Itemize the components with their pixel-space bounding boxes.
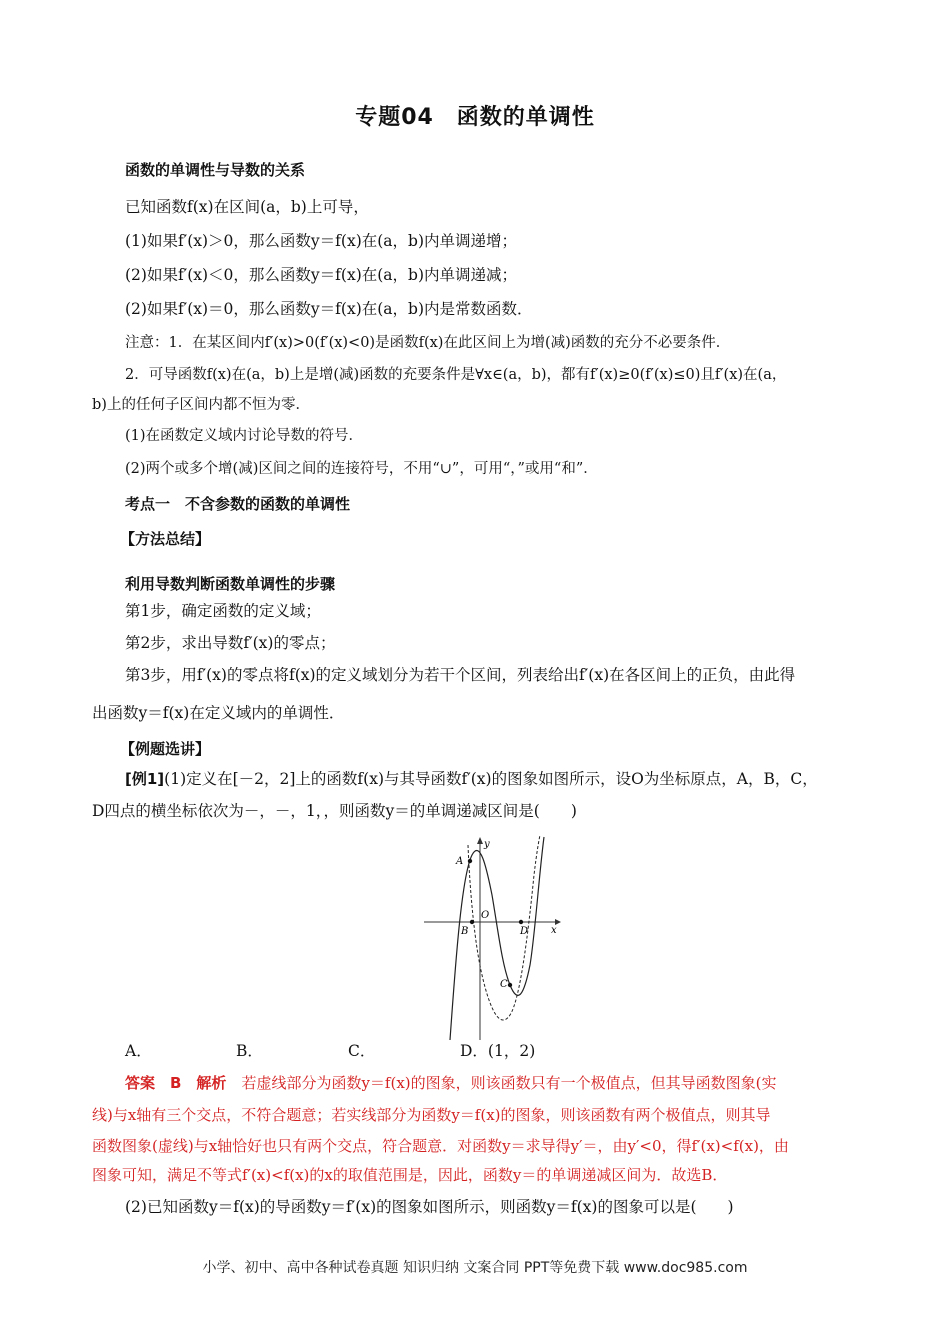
- answer-line: 图象可知，满足不等式f′(x)<f(x)的x的取值范围是，因此，函数y＝的单调递减区间为．故选B．: [92, 1166, 728, 1184]
- example-question-line: D四点的横坐标依次为－，－，1，，则函数y＝的单调递减区间是( ): [92, 802, 577, 820]
- text-line: (2)如果f′(x)＜0，那么函数y＝f(x)在(a，b)内单调递减；: [125, 266, 517, 284]
- question-2-line: (2)已知函数y＝f(x)的导函数y＝f′(x)的图象如图所示，则函数y＝f(x)的图象可以是( ): [125, 1198, 734, 1216]
- text-line: (2)如果f′(x)＝0，那么函数y＝f(x)在(a，b)内是常数函数．: [125, 300, 533, 318]
- label-a: A: [456, 856, 464, 867]
- answer-line: [125, 1073, 777, 1093]
- section-heading: 函数的单调性与导数的关系: [125, 161, 306, 179]
- label-o: O: [481, 910, 490, 921]
- page-title: 专题04 函数的单调性: [355, 105, 595, 130]
- point-d: [519, 920, 523, 924]
- label-b: B: [461, 926, 469, 937]
- option-b: B．: [236, 1042, 263, 1060]
- answer-label: 答案 B 解析: [125, 1074, 227, 1092]
- method-title: 利用导数判断函数单调性的步骤: [125, 575, 336, 593]
- kaodian-heading: 考点一 不含参数的函数的单调性: [125, 495, 351, 513]
- point-c: [508, 983, 512, 987]
- example-question-line: [125, 769, 818, 789]
- page-footer: 小学、初中、高中各种试卷真题 知识归纳 文案合同 PPT等免费下载 www.doc985.com: [202, 1260, 748, 1276]
- option-d: D．(1，2): [460, 1042, 536, 1060]
- step-line: 第1步，确定函数的定义域；: [125, 602, 321, 620]
- y-axis-arrow: [477, 837, 483, 844]
- dashed-curve: [468, 835, 540, 1020]
- point-b: [470, 920, 474, 924]
- text-line: (1)如果f′(x)＞0，那么函数y＝f(x)在(a，b)内单调递增；: [125, 232, 517, 250]
- step-line: 第3步，用f′(x)的零点将f(x)的定义域划分为若干个区间，列表给出f′(x)在各区间上的正负，由此得: [125, 666, 796, 684]
- option-c: C．: [348, 1042, 376, 1060]
- text-line: 已知函数f(x)在区间(a，b)上可导，: [125, 198, 369, 216]
- example-tag: [例1]: [125, 770, 165, 788]
- note-line: 2．可导函数f(x)在(a，b)上是增(减)函数的充要条件是∀x∈(a，b)，都有f′(x)≥0(f′(x)≤0)且f′(x)在(a，: [125, 367, 787, 383]
- answer-line: 函数图象(虚线)与x轴恰好也只有两个交点，符合题意．对函数y＝求导得y′＝，由y′<0，得f′(x)<f(x)，由: [92, 1137, 789, 1155]
- example-label: 【例题选讲】: [120, 740, 211, 758]
- step-line: 第2步，求出导数f′(x)的零点；: [125, 634, 336, 652]
- note-line: b)上的任何子区间内都不恒为零．: [92, 397, 310, 413]
- answer-text: 若虚线部分为函数y＝f(x)的图象，则该函数只有一个极值点，但其导函数图象(实: [241, 1074, 777, 1092]
- note-line: (1)在函数定义域内讨论导数的符号．: [125, 428, 364, 444]
- step-line: 出函数y＝f(x)在定义域内的单调性．: [92, 704, 345, 722]
- note-line: (2)两个或多个增(减)区间之间的连接符号，不用“∪”，可用“，”或用“和”．: [125, 461, 598, 477]
- note-line: 注意：1．在某区间内f′(x)>0(f′(x)<0)是函数f(x)在此区间上为增(减)函数的充分不必要条件．: [125, 335, 731, 351]
- function-graph-figure: [420, 835, 570, 1045]
- solid-curve: [450, 837, 544, 1040]
- option-a: A．: [125, 1042, 152, 1060]
- label-d: D: [520, 926, 529, 937]
- point-a: [468, 859, 472, 863]
- label-x: x: [551, 925, 557, 936]
- example-question-text: (1)定义在[－2，2]上的函数f(x)与其导函数f′(x)的图象如图所示，设O为坐标原点，A，B，C，: [164, 770, 818, 788]
- label-c: C: [500, 979, 508, 990]
- label-y: y: [484, 839, 490, 850]
- method-label: 【方法总结】: [120, 530, 211, 548]
- answer-line: 线)与x轴有三个交点，不符合题意；若实线部分为函数y＝f(x)的图象，则该函数有两个极值点，则其导: [92, 1106, 771, 1124]
